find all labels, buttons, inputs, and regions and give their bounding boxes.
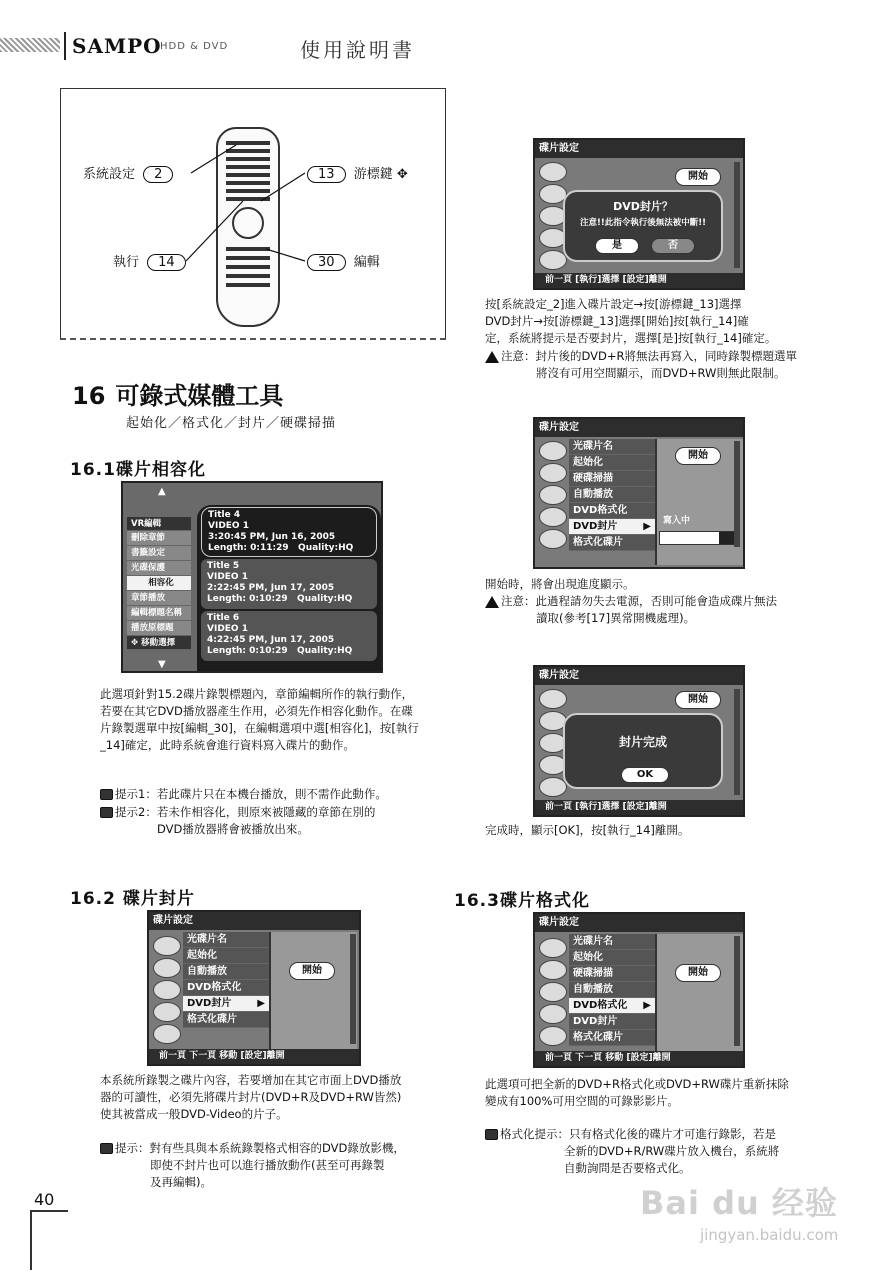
vr-menu-item[interactable]: 刪除章節 <box>127 531 191 546</box>
disc-icon <box>539 162 567 182</box>
progress-fill <box>719 532 734 544</box>
page-number: 40 <box>34 1190 55 1209</box>
dvd-icon <box>539 463 567 483</box>
start-button[interactable]: 開始 <box>675 964 721 982</box>
seal-complete-screen: 碟片設定 開始 封片完成 OK 前一頁 [執行]選擇 [設定]離開 <box>533 665 745 817</box>
callout-cursor-key: 13 游標鍵 ✥ <box>307 163 408 183</box>
scrollbar[interactable] <box>350 934 356 1044</box>
s162-body-3: 使其被當成一般DVD-Video的片子。 <box>100 1107 288 1121</box>
callout-system-setup: 系統設定 2 <box>83 163 173 183</box>
menu-item[interactable]: 起始化 <box>183 948 269 964</box>
down-arrow-icon: ▼ <box>158 659 166 670</box>
move-arrows-icon: ✥ <box>131 638 142 648</box>
tip-icon <box>485 1129 498 1140</box>
header-bar <box>0 28 893 64</box>
clock-icon <box>539 1026 567 1046</box>
scrollbar[interactable] <box>734 162 740 268</box>
s163-body-2: 變成有100%可用空間的可錄影影片。 <box>485 1094 679 1108</box>
s163-tip-1: 格式化提示：只有格式化後的碟片才可進行錄影，若是 <box>485 1126 776 1143</box>
progress-note-2: 讀取(參考[17]異常開機處理)。 <box>536 611 696 625</box>
vr-menu-item[interactable]: 書籤設定 <box>127 546 191 561</box>
header-subtitle: HDD & DVD <box>160 41 229 52</box>
menu-item-selected[interactable]: DVD格式化 ▶ <box>569 998 655 1014</box>
dvd-icon <box>153 958 181 978</box>
baidu-watermark-url: jingyan.baidu.com <box>700 1226 839 1244</box>
disc-setup-screen-format: 碟片設定 光碟片名 起始化 硬碟掃描 自動播放 DVD格式化 ▶ DVD封片 格式化碟片 開始 前一頁 下一頁 移動 [設定]離開 <box>533 912 745 1068</box>
s161-tip1: 提示1：若此碟片只在本機台播放，則不需作此動作。 <box>100 786 422 803</box>
title-entry-6[interactable]: Title 6 VIDEO 1 4:22:45 PM, Jun 17, 2005 Length: 0:10:29 Quality:HQ <box>201 611 377 661</box>
callout-lines <box>61 89 447 341</box>
menu-item-selected[interactable]: DVD封片 ▶ <box>183 996 269 1012</box>
disc-setup-menu <box>183 932 269 1028</box>
progress-note-1: 注意：此過程請勿失去電源，否則可能會造成碟片無法 <box>485 593 777 610</box>
header-left-pattern <box>0 38 60 52</box>
s161-body: 此選項針對15.2碟片錄製標題內，章節編輯所作的執行動作，若要在其它DVD播放器產生作用，必須先作相容化動作。在碟片錄製選單中按[編輯_30]，在編輯選項中選[相容化]，按[執行_14]確定，此時系統會進行資料寫入碟片的動作。 <box>100 687 419 752</box>
vr-edit-screen <box>121 481 383 673</box>
menu-item[interactable]: 硬碟掃描 <box>569 471 655 487</box>
vr-menu-item[interactable]: 光碟保護 <box>127 561 191 576</box>
menu-item[interactable]: DVD封片 <box>569 1014 655 1030</box>
warning-icon <box>485 596 499 608</box>
menu-item[interactable]: 硬碟掃描 <box>569 966 655 982</box>
scrollbar[interactable] <box>734 689 740 795</box>
menu-item[interactable]: DVD格式化 <box>569 503 655 519</box>
section-heading-16-2: 16.2 碟片封片 <box>70 889 195 909</box>
menu-item-selected[interactable]: DVD封片 ▶ <box>569 519 655 535</box>
remote-diagram-box <box>60 88 446 340</box>
s162-body-2: 器的可讀性，必須先將碟片封片(DVD+R及DVD+RW皆然) <box>100 1090 402 1104</box>
title-entry-4[interactable]: Title 4 VIDEO 1 3:20:45 PM, Jun 16, 2005 Length: 0:11:29 Quality:HQ <box>201 507 377 557</box>
menu-item[interactable]: 起始化 <box>569 455 655 471</box>
seal-dialog: DVD封片？ 注意!!此指令執行後無法被中斷!! 是 否 <box>563 190 723 262</box>
disc-setup-menu <box>569 934 655 1046</box>
clock-icon <box>539 777 567 797</box>
right-panel <box>269 932 357 1050</box>
header-title: 使用說明書 <box>300 38 415 62</box>
clock-icon <box>539 529 567 549</box>
s161-tip2-cont: DVD播放器將會被播放出來。 <box>157 822 309 836</box>
seal-note-1: 注意：封片後的DVD+R將無法再寫入，同時錄製標題選單 <box>485 348 797 365</box>
header-divider <box>64 32 66 60</box>
callout-execute: 執行 14 <box>113 251 186 271</box>
seal-instructions-2: DVD封片→按[游標鍵_13]選擇[開始]按[執行_14]確 <box>485 314 749 328</box>
s163-body-1: 此選項可把全新的DVD+R格式化或DVD+RW碟片重新抹除 <box>485 1077 789 1091</box>
menu-item[interactable]: 格式化碟片 <box>183 1012 269 1028</box>
title-entry-5[interactable]: Title 5 VIDEO 1 2:22:45 PM, Jun 17, 2005 Length: 0:10:29 Quality:HQ <box>201 559 377 609</box>
chapter-subtitle: 起始化／格式化／封片／硬碟掃描 <box>126 416 337 431</box>
scrollbar[interactable] <box>734 936 740 1046</box>
tip-icon <box>100 1143 113 1154</box>
seal-note-2: 將沒有可用空間顯示，而DVD+RW則無此限制。 <box>536 366 786 380</box>
audio-icon <box>539 485 567 505</box>
complete-text: 完成時，顯示[OK]，按[執行_14]離開。 <box>485 823 690 837</box>
seal-confirm-screen: 碟片設定 開始 DVD封片？ 注意!!此指令執行後無法被中斷!! 是 否 前一頁 [執行]選擇 [設定]離開 <box>533 138 745 290</box>
start-button[interactable]: 開始 <box>675 691 721 709</box>
s163-tip-2: 全新的DVD+R/RW碟片放入機台，系統將 <box>564 1144 780 1158</box>
progress-bar <box>659 531 735 545</box>
warning-icon <box>485 351 499 363</box>
tv-icon <box>539 507 567 527</box>
s162-tip: 提示：對有些具與本系統錄製格式相容的DVD錄放影機， <box>100 1140 405 1157</box>
no-button[interactable]: 否 <box>651 238 695 254</box>
section-heading-16-3: 16.3碟片格式化 <box>454 891 590 911</box>
menu-item[interactable]: DVD格式化 <box>183 980 269 996</box>
scrollbar[interactable] <box>734 441 740 547</box>
seal-progress-screen: 碟片設定 光碟片名 起始化 硬碟掃描 自動播放 DVD格式化 DVD封片 ▶ 格式化碟片 開始 寫入中 <box>533 417 745 569</box>
callout-edit: 30 編輯 <box>307 251 380 271</box>
vr-menu-item[interactable]: 編輯標題名稱 <box>127 606 191 621</box>
vr-menu-item[interactable]: 播放原標題 <box>127 621 191 636</box>
tv-icon <box>153 1002 181 1022</box>
menu-item[interactable]: 格式化碟片 <box>569 535 655 551</box>
s162-body-1: 本系統所錄製之碟片內容，若要增加在其它市面上DVD播放 <box>100 1073 402 1087</box>
page-corner-line <box>30 1210 68 1270</box>
vr-menu-item-selected[interactable]: 相容化 <box>127 576 191 591</box>
start-button[interactable]: 開始 <box>675 447 721 465</box>
disc-setup-screen-seal: 碟片設定 光碟片名 起始化 自動播放 DVD格式化 DVD封片 ▶ 格式化碟片 開始 前一頁 下一頁 移動 [設定]離開 <box>147 910 361 1066</box>
s162-tip-2: 即使不封片也可以進行播放動作(甚至可再錄製 <box>150 1158 385 1172</box>
vr-move-select: ✥ 移動選擇 <box>127 636 191 650</box>
audio-icon <box>539 982 567 1002</box>
tv-icon <box>539 1004 567 1024</box>
menu-item[interactable]: 格式化碟片 <box>569 1030 655 1046</box>
s162-tip-3: 及再編輯)。 <box>150 1175 212 1189</box>
menu-item[interactable]: 自動播放 <box>569 487 655 503</box>
clock-icon <box>539 250 567 270</box>
brand-logo: SAMPO <box>72 34 162 58</box>
disc-icon <box>153 936 181 956</box>
menu-item[interactable]: 起始化 <box>569 950 655 966</box>
chapter-title: 16 可錄式媒體工具 <box>72 382 284 410</box>
vr-menu <box>127 517 191 650</box>
menu-item[interactable]: 光碟片名 <box>183 932 269 948</box>
complete-dialog: 封片完成 OK <box>563 713 723 789</box>
title-list <box>197 505 381 673</box>
tip-icon <box>100 789 113 800</box>
disc-icon <box>539 938 567 958</box>
menu-item[interactable]: 自動播放 <box>183 964 269 980</box>
progress-label: 寫入中 <box>663 516 691 526</box>
section-heading-16-1: 16.1碟片相容化 <box>70 460 206 480</box>
disc-icon <box>539 689 567 709</box>
dvd-icon <box>539 960 567 980</box>
disc-icon <box>539 441 567 461</box>
cursor-arrows-icon: ✥ <box>396 167 408 182</box>
baidu-watermark-logo: Bai du 经验 <box>640 1184 838 1222</box>
tip-icon <box>100 807 113 818</box>
start-button[interactable]: 開始 <box>675 168 721 186</box>
yes-button[interactable]: 是 <box>595 238 639 254</box>
menu-item[interactable]: 光碟片名 <box>569 934 655 950</box>
seal-instructions-1: 按[系統設定_2]進入碟片設定→按[游標鍵_13]選擇 <box>485 297 742 311</box>
vr-menu-item[interactable]: 章節播放 <box>127 591 191 606</box>
menu-item[interactable]: 自動播放 <box>569 982 655 998</box>
audio-icon <box>153 980 181 1000</box>
s163-tip-3: 自動詢問是否要格式化。 <box>564 1161 691 1175</box>
up-arrow-icon: ▲ <box>158 486 166 497</box>
seal-instructions-3: 定，系統將提示是否要封片，選擇[是]按[執行_14]確定。 <box>485 331 777 345</box>
menu-item[interactable]: 光碟片名 <box>569 439 655 455</box>
vr-menu-item[interactable]: VR編輯 <box>127 517 191 531</box>
ok-button[interactable]: OK <box>621 767 669 783</box>
start-button[interactable]: 開始 <box>289 962 335 980</box>
s161-tip2: 提示2：若未作相容化，則原來被隱藏的章節在別的 <box>100 804 422 821</box>
disc-setup-menu <box>569 439 655 551</box>
clock-icon <box>153 1024 181 1044</box>
right-panel <box>655 934 743 1052</box>
progress-text: 開始時，將會出現進度顯示。 <box>485 577 635 591</box>
